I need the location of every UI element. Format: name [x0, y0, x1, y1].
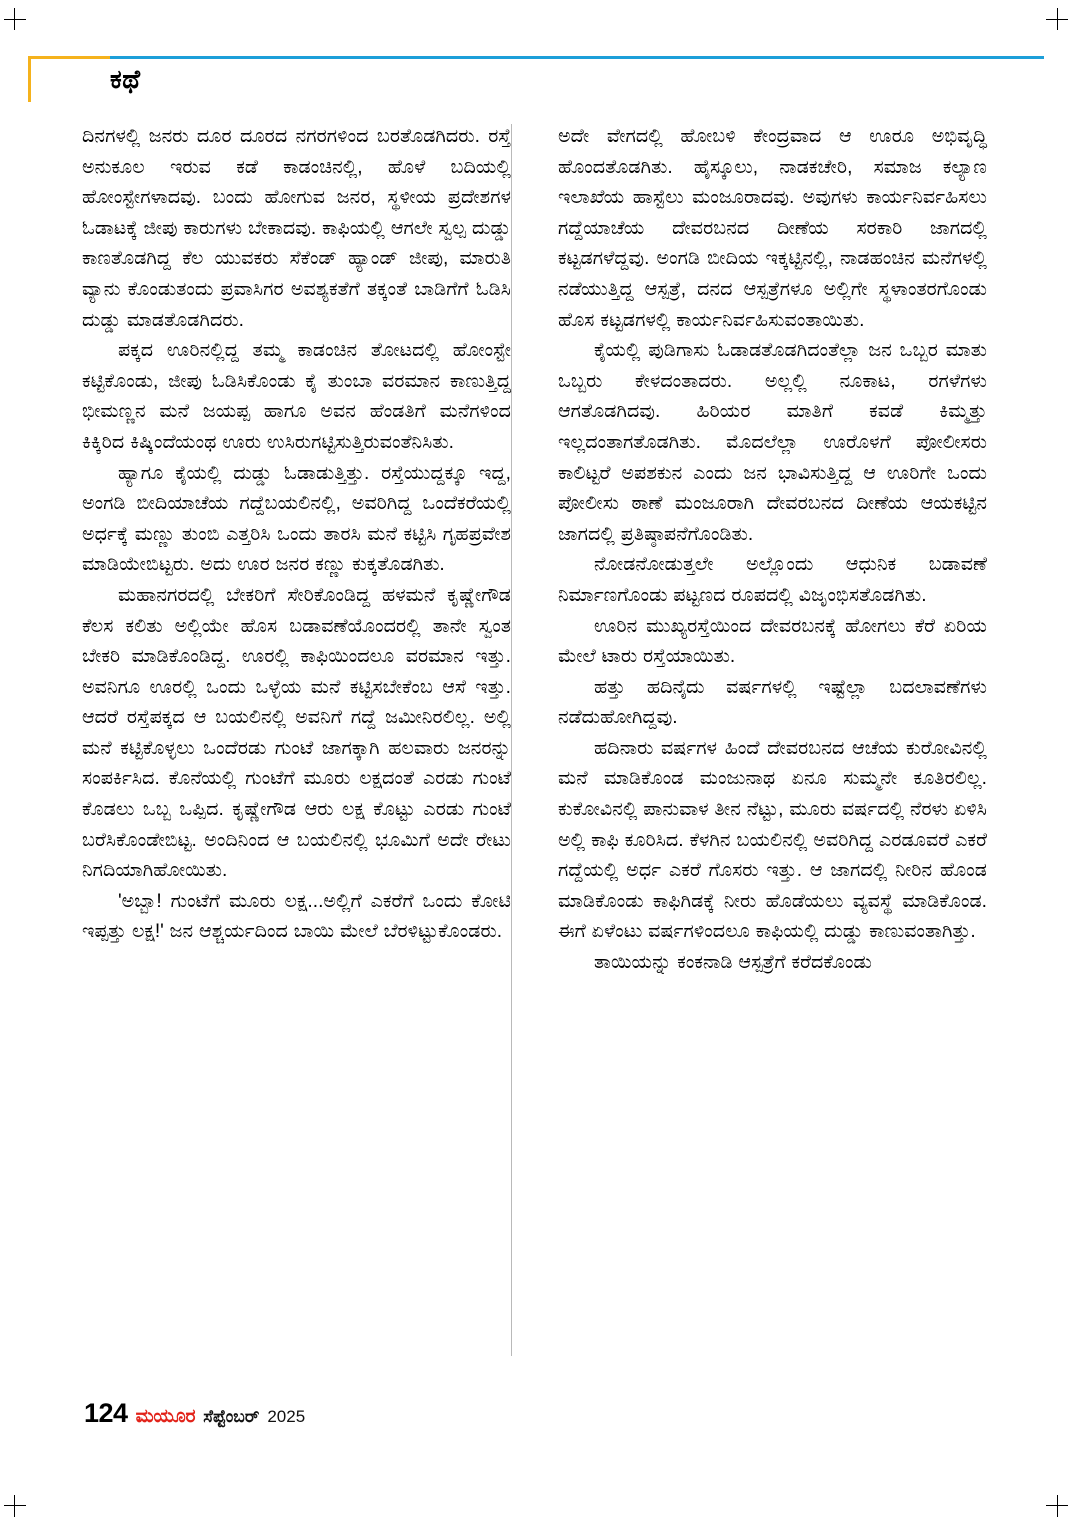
crop-mark-top-right-horizontal [1046, 19, 1068, 20]
crop-mark-bottom-left-vertical [14, 1495, 15, 1517]
issue-year: 2025 [267, 1407, 306, 1426]
header-rule-accent [28, 56, 110, 59]
paragraph: ಪಕ್ಕದ ಊರಿನಲ್ಲಿದ್ದ ತಮ್ಮ ಕಾಡಂಚಿನ ತೋಟದಲ್ಲಿ ಹೋಂಸ್ಟೇ ಕಟ್ಟಿಕೊಂಡು, ಜೀಪು ಓಡಿಸಿಕೊಂಡು ಕೈ ತುಂಬಾ ವರಮಾನ ಕಾಣುತ್ತಿದ್ದ ಭೀಮಣ್ಣನ ಮನೆ ಜಯಪ್ಪ ಹಾಗೂ ಅವನ ಹೆಂಡತಿಗೆ ಮನೆಗಳಿಂದ ಕಿಕ್ಕಿರಿದ ಕಿಷ್ಕಿಂದೆಯಂಥ ಊರು ಉಸಿರುಗಟ್ಟಿಸುತ್ತಿರುವಂತೆನಿಸಿತು. [82, 340, 511, 453]
issue-month: ಸೆಪ್ಟೆಂಬರ್ [203, 1407, 260, 1426]
section-label: ಕಥೆ [110, 64, 141, 94]
crop-mark-bottom-left-horizontal [4, 1505, 26, 1506]
article-body [82, 122, 987, 1358]
right-column [558, 122, 987, 1358]
page-header [28, 56, 1044, 114]
paragraph: ಅದೇ ವೇಗದಲ್ಲಿ ಹೋಬಳಿ ಕೇಂದ್ರವಾದ ಆ ಊರೂ ಅಭಿವೃದ್ಧಿ ಹೊಂದತೊಡಗಿತು. ಹೈಸ್ಕೂಲು, ನಾಡಕಚೇರಿ, ಸಮಾಜ ಕಲ್ಯಾಣ ಇಲಾಖೆಯ ಹಾಸ್ಟೆಲು ಮಂಜೂರಾದವು. ಅವುಗಳು ಕಾರ್ಯನಿರ್ವಹಿಸಲು ಗದ್ದೆಯಾಚೆಯ ದೇವರಬನದ ದೀಣೆಯ ಸರಕಾರಿ ಜಾಗದಲ್ಲಿ ಕಟ್ಟಡಗಳೆದ್ದವು. ಅಂಗಡಿ ಬೀದಿಯ ಇಕ್ಕಟ್ಟಿನಲ್ಲಿ, ನಾಡಹಂಚಿನ ಮನೆಗಳಲ್ಲಿ ನಡೆಯುತ್ತಿದ್ದ ಆಸ್ಪತ್ರೆ, ದನದ ಆಸ್ಪತ್ರೆಗಳೂ ಅಲ್ಲಿಗೇ ಸ್ಥಳಾಂತರಗೊಂಡು ಹೊಸ ಕಟ್ಟಡಗಳಲ್ಲಿ ಕಾರ್ಯನಿರ್ವಹಿಸುವಂತಾಯಿತು. [558, 126, 987, 331]
paragraph: ಹ್ಯಾಗೂ ಕೈಯಲ್ಲಿ ದುಡ್ಡು ಓಡಾಡುತ್ತಿತ್ತು. ರಸ್ತೆಯುದ್ದಕ್ಕೂ ಇದ್ದ, ಅಂಗಡಿ ಬೀದಿಯಾಚೆಯ ಗದ್ದೆಬಯಲಿನಲ್ಲಿ, ಅವರಿಗಿದ್ದ ಒಂದೆಕರೆಯಲ್ಲಿ ಅರ್ಧಕ್ಕೆ ಮಣ್ಣು ತುಂಬಿ ಎತ್ತರಿಸಿ ಒಂದು ತಾರಸಿ ಮನೆ ಕಟ್ಟಿಸಿ ಗೃಹಪ್ರವೇಶ ಮಾಡಿಯೇಬಿಟ್ಟರು. ಅದು ಊರ ಜನರ ಕಣ್ಣು ಕುಕ್ಕತೊಡಗಿತು. [82, 462, 511, 576]
masthead-label: ಮಯೂರ [135, 1406, 196, 1427]
crop-mark-bottom-right-horizontal [1046, 1505, 1068, 1506]
paragraph: ಹತ್ತು ಹದಿನೈದು ವರ್ಷಗಳಲ್ಲಿ ಇಷ್ಟೆಲ್ಲಾ ಬದಲಾವಣೆಗಳು ನಡೆದುಹೋಗಿದ್ದವು. [558, 676, 987, 729]
paragraph: ದಿನಗಳಲ್ಲಿ ಜನರು ದೂರ ದೂರದ ನಗರಗಳಿಂದ ಬರತೊಡಗಿದರು. ರಸ್ತೆ ಅನುಕೂಲ ಇರುವ ಕಡೆ ಕಾಡಂಚಿನಲ್ಲಿ, ಹೊಳೆ ಬದಿಯಲ್ಲಿ ಹೋಂಸ್ಟೇಗಳಾದವು. ಬಂದು ಹೋಗುವ ಜನರ, ಸ್ಥಳೀಯ ಪ್ರದೇಶಗಳ ಓಡಾಟಕ್ಕೆ ಜೀಪು ಕಾರುಗಳು ಬೇಕಾದವು. ಕಾಫಿಯಲ್ಲಿ ಆಗಲೇ ಸ್ವಲ್ಪ ದುಡ್ಡು ಕಾಣತೊಡಗಿದ್ದ ಕೆಲ ಯುವಕರು ಸೆಕೆಂಡ್ ಹ್ಯಾಂಡ್ ಜೀಪು, ಮಾರುತಿ ವ್ಯಾನು ಕೊಂಡುತಂದು ಪ್ರವಾಸಿಗರ ಅವಶ್ಯಕತೆಗೆ ತಕ್ಕಂತೆ ಬಾಡಿಗೆಗೆ ಓಡಿಸಿ ದುಡ್ಡು ಮಾಡತೊಡಗಿದರು. [82, 126, 511, 331]
paragraph: 'ಅಬ್ಬಾ! ಗುಂಟೆಗೆ ಮೂರು ಲಕ್ಷ...ಅಲ್ಲಿಗೆ ಎಕರೆಗೆ ಒಂದು ಕೋಟಿ ಇಪ್ಪತ್ತು ಲಕ್ಷ!' ಜನ ಆಶ್ಚರ್ಯದಿಂದ ಬಾಯಿ ಮೇಲೆ ಬೆರಳಿಟ್ಟುಕೊಂಡರು. [82, 890, 511, 943]
paragraph: ನೋಡನೋಡುತ್ತಲೇ ಅಲ್ಲೊಂದು ಆಧುನಿಕ ಬಡಾವಣೆ ನಿರ್ಮಾಣಗೊಂಡು ಪಟ್ಟಣದ ರೂಪದಲ್ಲಿ ವಿಜೃಂಭಿಸತೊಡಗಿತು. [558, 554, 987, 606]
crop-mark-bottom-right-vertical [1057, 1495, 1058, 1517]
page-footer [84, 1398, 305, 1429]
left-column [82, 122, 511, 1358]
paragraph: ತಾಯಿಯನ್ನು ಕಂಕನಾಡಿ ಆಸ್ಪತ್ರೆಗೆ ಕರೆದಕೊಂಡು [594, 952, 872, 974]
paragraph: ಕೈಯಲ್ಲಿ ಪುಡಿಗಾಸು ಓಡಾಡತೊಡಗಿದಂತೆಲ್ಲಾ ಜನ ಒಬ್ಬರ ಮಾತು ಒಬ್ಬರು ಕೇಳದಂತಾದರು. ಅಲ್ಲಲ್ಲಿ ನೂಕಾಟ, ರಗಳೆಗಳು ಆಗತೊಡಗಿದವು. ಹಿರಿಯರ ಮಾತಿಗೆ ಕವಡೆ ಕಿಮ್ಮತ್ತು ಇಲ್ಲದಂತಾಗತೊಡಗಿತು. ಮೊದಲೆಲ್ಲಾ ಊರೊಳಗೆ ಪೋಲೀಸರು ಕಾಲಿಟ್ಟರೆ ಅಪಶಕುನ ಎಂದು ಜನ ಭಾವಿಸುತ್ತಿದ್ದ ಆ ಊರಿಗೇ ಒಂದು ಪೋಲೀಸು ಠಾಣೆ ಮಂಜೂರಾಗಿ ದೇವರಬನದ ದೀಣೆಯ ಆಯಕಟ್ಟಿನ ಜಾಗದಲ್ಲಿ ಪ್ರತಿಷ್ಠಾಪನೆಗೊಂಡಿತು. [558, 340, 987, 545]
page-number: 124 [84, 1398, 128, 1428]
paragraph: ಮಹಾನಗರದಲ್ಲಿ ಬೇಕರಿಗೆ ಸೇರಿಕೊಂಡಿದ್ದ ಹಳಮನೆ ಕೃಷ್ಣೇಗೌಡ ಕೆಲಸ ಕಲಿತು ಅಲ್ಲಿಯೇ ಹೊಸ ಬಡಾವಣೆಯೊಂದರಲ್ಲಿ ತಾನೇ ಸ್ವಂತ ಬೇಕರಿ ಮಾಡಿಕೊಂಡಿದ್ದ. ಊರಲ್ಲಿ ಕಾಫಿಯಿಂದಲೂ ವರಮಾನ ಇತ್ತು. ಅವನಿಗೂ ಊರಲ್ಲಿ ಒಂದು ಒಳ್ಳೆಯ ಮನೆ ಕಟ್ಟಿಸಬೇಕೆಂಬ ಆಸೆ ಇತ್ತು. ಆದರೆ ರಸ್ತೆಪಕ್ಕದ ಆ ಬಯಲಿನಲ್ಲಿ ಅವನಿಗೆ ಗದ್ದೆ ಜಮೀನಿರಲಿಲ್ಲ. ಅಲ್ಲಿ ಮನೆ ಕಟ್ಟಿಕೊಳ್ಳಲು ಒಂದೆರಡು ಗುಂಟೆ ಜಾಗಕ್ಕಾಗಿ ಹಲವಾರು ಜನರನ್ನು ಸಂಪರ್ಕಿಸಿದ. ಕೊನೆಯಲ್ಲಿ ಗುಂಟೆಗೆ ಮೂರು ಲಕ್ಷದಂತೆ ಎರಡು ಗುಂಟೆ ಕೊಡಲು ಒಬ್ಬ ಒಪ್ಪಿದ. ಕೃಷ್ಣೇಗೌಡ ಆರು ಲಕ್ಷ ಕೊಟ್ಟು ಎರಡು ಗುಂಟೆ ಬರೆಸಿಕೊಂಡೇಬಿಟ್ಟ. ಅಂದಿನಿಂದ ಆ ಬಯಲಿನಲ್ಲಿ ಭೂಮಿಗೆ ಅದೇ ರೇಟು ನಿಗದಿಯಾಗಿಹೋಯಿತು. [82, 584, 511, 882]
paragraph: ಹದಿನಾರು ವರ್ಷಗಳ ಹಿಂದೆ ದೇವರಬನದ ಆಚೆಯ ಕುರೋವಿನಲ್ಲಿ ಮನೆ ಮಾಡಿಕೊಂಡ ಮಂಜುನಾಥ ಏನೂ ಸುಮ್ಮನೇ ಕೂತಿರಲಿಲ್ಲ. ಕುಕೋವಿನಲ್ಲಿ ಪಾನುವಾಳ ತೀನ ನೆಟ್ಟು, ಮೂರು ವರ್ಷದಲ್ಲಿ ನೆರಳು ಏಳಿಸಿ ಅಲ್ಲಿ ಕಾಫಿ ಕೂರಿಸಿದ. ಕೆಳಗಿನ ಬಯಲಿನಲ್ಲಿ ಅವರಿಗಿದ್ದ ಎರಡೂವರೆ ಎಕರೆ ಗದ್ದೆಯಲ್ಲಿ ಅರ್ಧ ಎಕರೆ ಗೊಸರು ಇತ್ತು. ಆ ಜಾಗದಲ್ಲಿ ನೀರಿನ ಹೊಂಡ ಮಾಡಿಕೊಂಡು ಕಾಫಿಗಿಡಕ್ಕೆ ನೀರು ಹೊಡೆಯಲು ವ್ಯವಸ್ಥೆ ಮಾಡಿಕೊಂಡ. ಈಗೆ ಏಳೆಂಟು ವರ್ಷಗಳಿಂದಲೂ ಕಾಫಿಯಲ್ಲಿ ದುಡ್ಡು ಕಾಣುವಂತಾಗಿತ್ತು. [558, 737, 987, 943]
paragraph: ಊರಿನ ಮುಖ್ಯರಸ್ತೆಯಿಂದ ದೇವರಬನಕ್ಕೆ ಹೋಗಲು ಕೆರೆ ಏರಿಯ ಮೇಲೆ ಟಾರು ರಸ್ತೆಯಾಯಿತು. [558, 615, 987, 668]
header-rule-left-tab [28, 56, 31, 102]
crop-mark-top-left-horizontal [4, 19, 26, 20]
header-rule [28, 56, 1044, 59]
